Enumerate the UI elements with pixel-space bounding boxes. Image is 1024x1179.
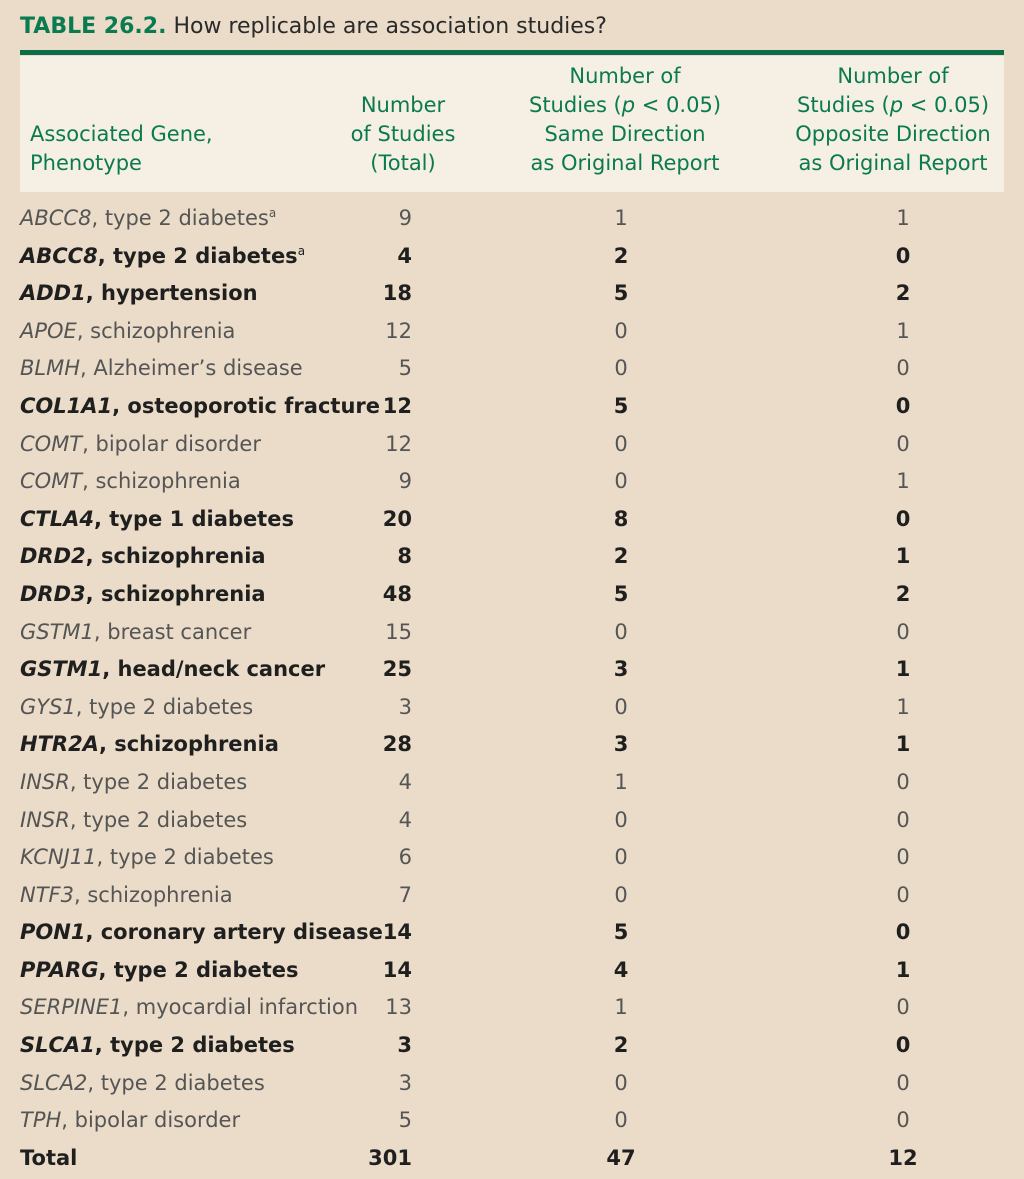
header-line: Number of bbox=[569, 64, 681, 88]
gene-name: COL1A1 bbox=[20, 393, 113, 418]
table-row bbox=[0, 1067, 1024, 1105]
table-row bbox=[0, 578, 1024, 616]
opposite-direction-cell: 1 bbox=[896, 694, 910, 719]
opposite-direction-cell: 0 bbox=[895, 1033, 911, 1058]
gene-phenotype-cell bbox=[20, 770, 247, 794]
gene-name: GYS1 bbox=[20, 694, 76, 719]
table-row bbox=[0, 240, 1024, 278]
phenotype: , coronary artery disease bbox=[85, 920, 383, 945]
total-studies-cell: 5 bbox=[398, 1108, 412, 1133]
total-studies-cell: 5 bbox=[398, 356, 412, 381]
opposite-direction-cell: 12 bbox=[888, 1145, 918, 1170]
total-studies-cell: 13 bbox=[385, 995, 412, 1020]
gene-phenotype-cell bbox=[20, 695, 253, 719]
header-line: Phenotype bbox=[30, 151, 142, 175]
table-row bbox=[0, 540, 1024, 578]
total-studies-cell: 12 bbox=[382, 393, 412, 418]
phenotype: , type 2 diabetes bbox=[69, 807, 248, 832]
gene-phenotype-cell bbox=[20, 206, 276, 230]
total-studies-cell: 4 bbox=[398, 769, 412, 794]
gene-name: PON1 bbox=[20, 920, 86, 945]
header-line: (Total) bbox=[370, 151, 436, 175]
gene-phenotype-cell bbox=[20, 469, 241, 493]
header-line: Number of bbox=[837, 64, 949, 88]
same-direction-cell: 3 bbox=[613, 657, 629, 682]
phenotype: , type 1 diabetes bbox=[93, 506, 294, 531]
gene-name: COMT bbox=[20, 431, 83, 456]
total-studies-cell: 14 bbox=[382, 920, 412, 945]
table-row bbox=[0, 428, 1024, 466]
same-direction-cell: 0 bbox=[614, 1070, 628, 1095]
opposite-direction-cell: 1 bbox=[896, 206, 910, 230]
gene-phenotype-cell bbox=[20, 544, 266, 568]
header-number-of-studies bbox=[338, 91, 468, 178]
opposite-direction-cell: 2 bbox=[895, 281, 911, 306]
same-direction-cell: 0 bbox=[614, 318, 628, 343]
opposite-direction-cell: 0 bbox=[896, 1070, 910, 1095]
gene-phenotype-cell bbox=[20, 319, 235, 343]
phenotype: , type 2 diabetes bbox=[98, 957, 299, 982]
gene-name: GSTM1 bbox=[20, 619, 94, 644]
opposite-direction-cell: 0 bbox=[896, 845, 910, 870]
total-studies-cell: 9 bbox=[398, 469, 412, 494]
total-studies-cell: 48 bbox=[382, 581, 412, 606]
gene-phenotype-cell bbox=[20, 281, 258, 305]
gene-name: APOE bbox=[20, 318, 77, 343]
header-line: Studies (p < 0.05) bbox=[796, 93, 990, 117]
same-direction-cell: 0 bbox=[614, 807, 628, 832]
table-row bbox=[0, 390, 1024, 428]
phenotype: , type 2 diabetes bbox=[87, 1070, 265, 1095]
opposite-direction-cell: 1 bbox=[896, 469, 910, 494]
opposite-direction-cell: 0 bbox=[896, 1108, 910, 1133]
phenotype: , osteoporotic fracture bbox=[112, 393, 380, 418]
gene-phenotype-cell bbox=[20, 732, 279, 756]
gene-phenotype-cell bbox=[20, 657, 325, 681]
phenotype: , bipolar disorder bbox=[61, 1108, 241, 1133]
same-direction-cell: 5 bbox=[613, 581, 629, 606]
opposite-direction-cell: 0 bbox=[896, 619, 910, 644]
gene-name: COMT bbox=[20, 469, 83, 494]
total-studies-cell: 8 bbox=[397, 544, 412, 569]
gene-phenotype-cell bbox=[20, 958, 299, 982]
same-direction-cell: 8 bbox=[613, 506, 629, 531]
gene-name: TPH bbox=[20, 1108, 62, 1133]
same-direction-cell: 0 bbox=[614, 694, 628, 719]
gene-name: ABCC8 bbox=[20, 243, 98, 268]
header-line: Associated Gene, bbox=[30, 122, 213, 146]
phenotype: , type 2 diabetes bbox=[75, 694, 254, 719]
header-line: as Original Report bbox=[530, 151, 720, 175]
same-direction-cell: 0 bbox=[614, 882, 628, 907]
header-line: as Original Report bbox=[798, 151, 988, 175]
table-row bbox=[0, 766, 1024, 804]
same-direction-cell: 2 bbox=[613, 1033, 629, 1058]
gene-phenotype-cell bbox=[20, 432, 261, 456]
gene-name: NTF3 bbox=[20, 882, 74, 907]
header-line: Opposite Direction bbox=[795, 122, 991, 146]
gene-name: DRD2 bbox=[20, 544, 86, 569]
same-direction-cell: 5 bbox=[613, 920, 629, 945]
title-rule bbox=[20, 50, 1004, 55]
header-line: Number bbox=[360, 93, 446, 117]
same-direction-cell: 0 bbox=[614, 619, 628, 644]
total-label: Total bbox=[20, 1145, 78, 1170]
phenotype: , type 2 diabetes bbox=[94, 1033, 295, 1058]
total-row bbox=[0, 1142, 1024, 1179]
same-direction-cell: 1 bbox=[614, 206, 628, 230]
table-row bbox=[0, 1029, 1024, 1067]
opposite-direction-cell: 0 bbox=[896, 431, 910, 456]
gene-phenotype-cell bbox=[20, 995, 358, 1019]
same-direction-cell: 0 bbox=[614, 845, 628, 870]
same-direction-cell: 3 bbox=[613, 732, 629, 757]
gene-phenotype-cell bbox=[20, 394, 380, 418]
phenotype: , schizophrenia bbox=[76, 318, 236, 343]
table-row bbox=[0, 804, 1024, 842]
phenotype: , Alzheimer’s disease bbox=[80, 356, 303, 381]
gene-phenotype-cell bbox=[20, 1071, 265, 1095]
gene-name: SLCA1 bbox=[20, 1033, 95, 1058]
total-studies-cell: 15 bbox=[385, 619, 412, 644]
gene-phenotype-cell bbox=[20, 244, 305, 268]
gene-name: ABCC8 bbox=[20, 206, 92, 230]
same-direction-cell: 47 bbox=[606, 1145, 636, 1170]
header-gene-phenotype bbox=[30, 120, 213, 178]
gene-phenotype-cell bbox=[20, 1033, 295, 1057]
gene-name: PPARG bbox=[20, 957, 99, 982]
header-line: Same Direction bbox=[544, 122, 706, 146]
header-opposite-direction bbox=[782, 62, 1004, 178]
gene-phenotype-cell bbox=[20, 920, 383, 944]
table-row bbox=[0, 277, 1024, 315]
table-header bbox=[20, 56, 1004, 192]
opposite-direction-cell: 0 bbox=[895, 920, 911, 945]
gene-name: DRD3 bbox=[20, 581, 86, 606]
table-title bbox=[20, 14, 607, 39]
table-row bbox=[0, 991, 1024, 1029]
total-studies-cell: 25 bbox=[382, 657, 412, 682]
table-row bbox=[0, 916, 1024, 954]
opposite-direction-cell: 1 bbox=[895, 657, 911, 682]
total-studies-cell: 3 bbox=[397, 1033, 412, 1058]
table-row bbox=[0, 352, 1024, 390]
total-studies-cell: 6 bbox=[398, 845, 412, 870]
footnote-marker: a bbox=[297, 243, 306, 258]
total-studies-cell: 12 bbox=[385, 318, 412, 343]
same-direction-cell: 1 bbox=[614, 769, 628, 794]
gene-name: ADD1 bbox=[20, 281, 86, 306]
opposite-direction-cell: 1 bbox=[896, 318, 910, 343]
total-studies-cell: 9 bbox=[398, 206, 412, 230]
opposite-direction-cell: 0 bbox=[896, 882, 910, 907]
total-studies-cell: 3 bbox=[398, 694, 412, 719]
table-caption: How replicable are association studies? bbox=[173, 14, 607, 39]
table-row bbox=[0, 841, 1024, 879]
gene-phenotype-cell bbox=[20, 1108, 240, 1132]
phenotype: , type 2 diabetes bbox=[96, 845, 274, 870]
phenotype: , schizophrenia bbox=[82, 469, 241, 494]
same-direction-cell: 1 bbox=[614, 995, 628, 1020]
table-row bbox=[0, 954, 1024, 992]
total-studies-cell: 20 bbox=[382, 506, 412, 531]
table-row bbox=[0, 653, 1024, 691]
total-studies-cell: 4 bbox=[397, 243, 412, 268]
total-studies-cell: 3 bbox=[398, 1070, 412, 1095]
opposite-direction-cell: 2 bbox=[895, 581, 911, 606]
table-row bbox=[0, 1104, 1024, 1142]
gene-name: KCNJ11 bbox=[20, 845, 97, 870]
total-studies-cell: 7 bbox=[398, 882, 412, 907]
gene-name: INSR bbox=[20, 769, 70, 794]
header-line: Studies (p < 0.05) bbox=[528, 93, 722, 117]
table-row bbox=[0, 465, 1024, 503]
phenotype: , type 2 diabetes bbox=[91, 206, 269, 230]
gene-name: CTLA4 bbox=[20, 506, 94, 531]
gene-phenotype-cell bbox=[20, 507, 294, 531]
total-studies-cell: 301 bbox=[368, 1145, 412, 1170]
table-row bbox=[0, 879, 1024, 917]
phenotype: , head/neck cancer bbox=[102, 657, 326, 682]
table-body bbox=[0, 202, 1024, 1179]
gene-phenotype-cell bbox=[20, 808, 247, 832]
opposite-direction-cell: 0 bbox=[896, 995, 910, 1020]
opposite-direction-cell: 1 bbox=[895, 544, 911, 569]
opposite-direction-cell: 1 bbox=[895, 957, 911, 982]
gene-phenotype-cell bbox=[20, 845, 274, 869]
total-studies-cell: 4 bbox=[398, 807, 412, 832]
total-studies-cell: 12 bbox=[385, 431, 412, 456]
gene-phenotype-cell bbox=[20, 582, 266, 606]
same-direction-cell: 5 bbox=[613, 393, 629, 418]
same-direction-cell: 0 bbox=[614, 469, 628, 494]
opposite-direction-cell: 0 bbox=[895, 393, 911, 418]
opposite-direction-cell: 0 bbox=[896, 356, 910, 381]
gene-name: SERPINE1 bbox=[20, 995, 123, 1020]
gene-name: GSTM1 bbox=[20, 657, 103, 682]
table-number: TABLE 26.2. bbox=[20, 14, 167, 39]
opposite-direction-cell: 0 bbox=[896, 769, 910, 794]
same-direction-cell: 0 bbox=[614, 1108, 628, 1133]
gene-phenotype-cell bbox=[20, 356, 303, 380]
phenotype: , bipolar disorder bbox=[82, 431, 261, 456]
phenotype: , schizophrenia bbox=[98, 732, 279, 757]
phenotype: , schizophrenia bbox=[73, 882, 233, 907]
phenotype: , schizophrenia bbox=[85, 581, 266, 606]
footnote-marker: a bbox=[268, 206, 277, 220]
gene-phenotype-cell bbox=[20, 883, 233, 907]
header-same-direction bbox=[515, 62, 735, 178]
table-row bbox=[0, 202, 1024, 240]
phenotype: , breast cancer bbox=[93, 619, 252, 644]
same-direction-cell: 0 bbox=[614, 431, 628, 456]
same-direction-cell: 2 bbox=[613, 243, 629, 268]
table-row bbox=[0, 503, 1024, 541]
gene-name: HTR2A bbox=[20, 732, 99, 757]
total-studies-cell: 28 bbox=[382, 732, 412, 757]
total-studies-cell: 14 bbox=[382, 957, 412, 982]
phenotype: , type 2 diabetes bbox=[69, 769, 248, 794]
same-direction-cell: 2 bbox=[613, 544, 629, 569]
table-row bbox=[0, 616, 1024, 654]
same-direction-cell: 4 bbox=[613, 957, 629, 982]
gene-name: SLCA2 bbox=[20, 1070, 88, 1095]
opposite-direction-cell: 1 bbox=[895, 732, 911, 757]
gene-phenotype-cell bbox=[20, 620, 251, 644]
gene-name: INSR bbox=[20, 807, 70, 832]
same-direction-cell: 0 bbox=[614, 356, 628, 381]
opposite-direction-cell: 0 bbox=[895, 243, 911, 268]
phenotype: , schizophrenia bbox=[85, 544, 266, 569]
opposite-direction-cell: 0 bbox=[895, 506, 911, 531]
total-studies-cell: 18 bbox=[382, 281, 412, 306]
table-row bbox=[0, 728, 1024, 766]
gene-name: BLMH bbox=[20, 356, 81, 381]
same-direction-cell: 5 bbox=[613, 281, 629, 306]
table-row bbox=[0, 315, 1024, 353]
header-line: of Studies bbox=[350, 122, 456, 146]
phenotype: , myocardial infarction bbox=[122, 995, 359, 1020]
phenotype: , type 2 diabetes bbox=[97, 243, 298, 268]
opposite-direction-cell: 0 bbox=[896, 807, 910, 832]
phenotype: , hypertension bbox=[85, 281, 258, 306]
table-row bbox=[0, 691, 1024, 729]
